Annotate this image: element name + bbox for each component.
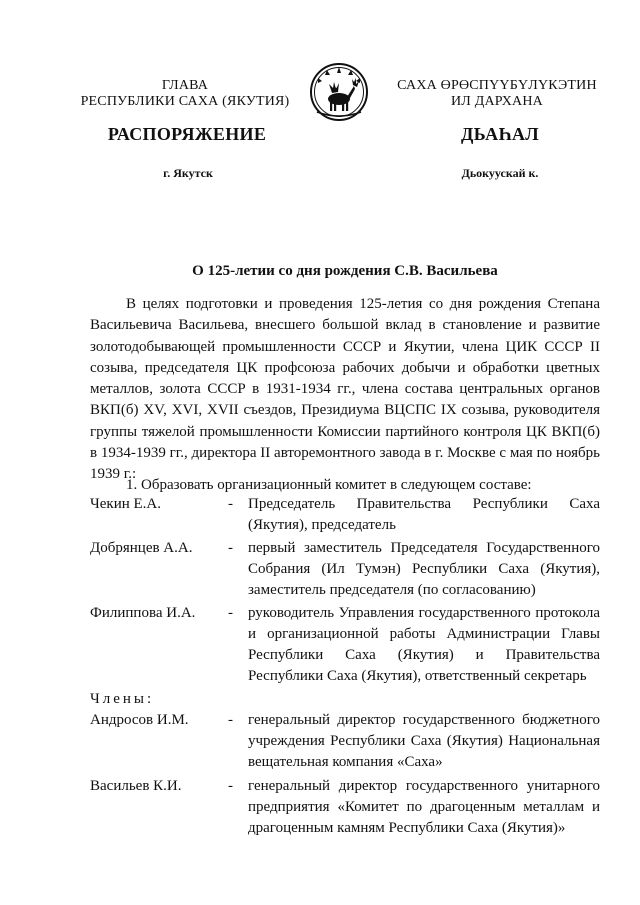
committee-row — [90, 494, 600, 536]
member-role: генеральный директор государственного бюджетного учреждения Республики Саха (Якутия) Национальная вещательная компания «Саха» — [248, 712, 600, 770]
member-role: генеральный директор государственного унитарного предприятия «Комитет по драгоценным металлам и драгоценным камням Республики Саха (Якутия)» — [248, 778, 600, 836]
document-title: О 125-летии со дня рождения С.В. Васильева — [192, 263, 498, 279]
issuer-left-line2: РЕСПУБЛИКИ САХА (ЯКУТИЯ) — [80, 94, 290, 109]
issuer-right-block — [386, 78, 608, 110]
issuer-left-line1: ГЛАВА — [161, 78, 209, 93]
doctype-yakut: ДЬАҺАЛ — [461, 124, 539, 144]
member-name: Филиппова И.А. — [90, 605, 196, 621]
city-yakut: Дьокуускай к. — [461, 166, 539, 180]
dash-separator: - — [228, 712, 233, 728]
dash-separator: - — [228, 540, 233, 556]
dash-separator: - — [228, 778, 233, 794]
dash-separator: - — [228, 605, 233, 621]
member-name: Добрянцев А.А. — [90, 540, 193, 556]
committee-row — [90, 776, 600, 839]
preamble-paragraph: В целях подготовки и проведения 125-летия со дня рождения Степана Васильевича Васильева, внесшего большой вклад в становление и развитие золотодобывающей промышленности СССР и Якутии, члена ЦИК СССР II созыва, председателя ЦК профсоюза рабочих добычи и обработки цветных металлов, золота СССР в 1931-1934 гг., члена состава центральных органов ВКП(б) XV, XVI, XVII съездов, Президиума ВЦСПС IX созыва, руководителя группы тяжелой промышленности Комиссии партийного контроля ЦК ВКП(б) в 1934-1939 гг., директора II авторемонтного завода в г. Москве с мая по ноябрь 1939 г.: — [90, 296, 600, 483]
coat-of-arms-emblem-icon — [309, 62, 369, 122]
member-role: Председатель Правительства Республики Саха (Якутия), председатель — [248, 496, 600, 533]
members-label: Члены: — [90, 691, 155, 707]
member-role: руководитель Управления государственного протокола и организационной работы Администрации Главы Республики Саха (Якутия) и Правительства Республики Саха (Якутия), ответственный секретарь — [248, 605, 600, 684]
member-name: Чекин Е.А. — [90, 496, 161, 512]
city-russian: г. Якутск — [163, 166, 213, 180]
committee-row — [90, 538, 600, 601]
item-1-text: 1. Образовать организационный комитет в следующем составе: — [126, 477, 532, 493]
committee-row — [90, 710, 600, 773]
dash-separator: - — [228, 496, 233, 512]
committee-list — [90, 494, 600, 839]
member-name: Андросов И.М. — [90, 712, 189, 728]
issuer-right-line1: САХА ӨРӨСПҮҮБҮЛҮКЭТИН — [397, 78, 597, 93]
member-name: Васильев К.И. — [90, 778, 182, 794]
issuer-left-block — [60, 78, 310, 110]
doctype-russian: РАСПОРЯЖЕНИЕ — [107, 124, 267, 144]
issuer-right-line2: ИЛ ДАРХАНА — [450, 94, 543, 109]
committee-row — [90, 603, 600, 687]
member-role: первый заместитель Председателя Государственного Собрания (Ил Тумэн) Республики Саха (Якутия), заместитель председателя (по согласованию) — [248, 540, 600, 598]
